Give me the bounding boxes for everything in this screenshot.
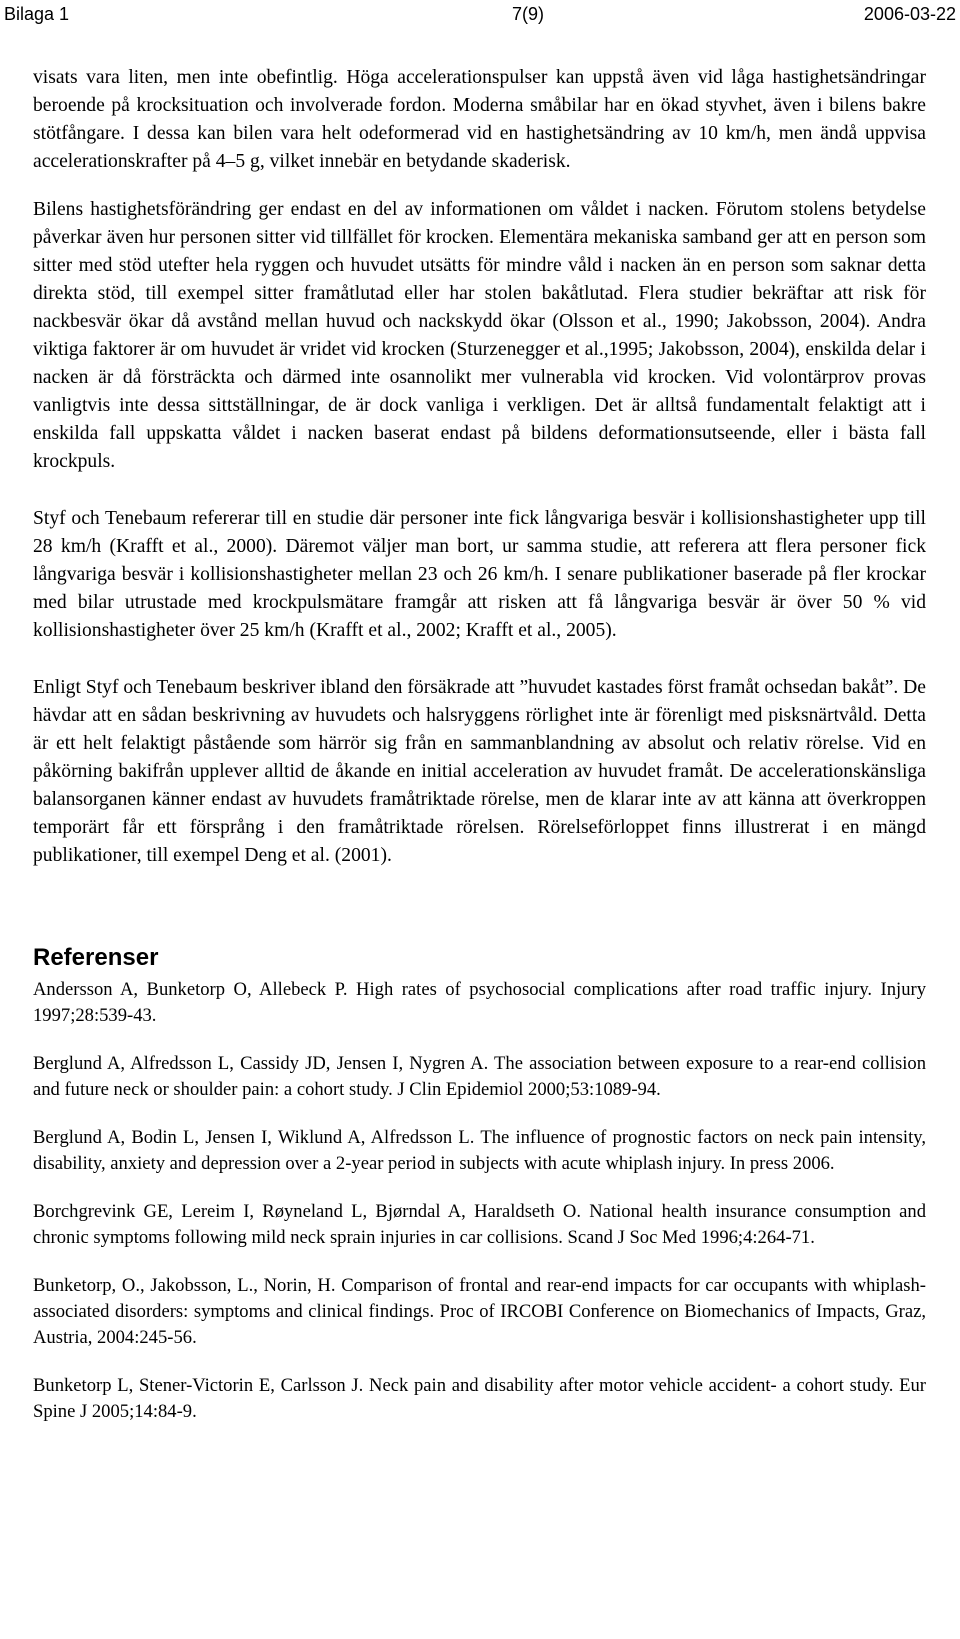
reference-item: Berglund A, Bodin L, Jensen I, Wiklund A, Alfredsson L. The influence of prognostic factors on neck pain intensity, disability, anxiety and depression over a 2-year period in subjects with acute whiplash injury. In press 2006. <box>33 1127 926 1174</box>
reference-item: Bunketorp L, Stener-Victorin E, Carlsson J. Neck pain and disability after motor vehicle accident- a cohort study. Eur Spine J 2005;14:84-9. <box>33 1375 926 1422</box>
paragraph-collision-speeds: Styf och Tenebaum refererar till en studie där personer inte fick långvariga besvär i kollisionshastigheter upp till 28 km/h (Krafft et al., 2000). Däremot väljer man bort, ur samma studie, att referera att flera personer fick långvariga besvär i kollisionshastigheter mellan 23 och 26 km/h. I senare publikationer baserade på fler krockar med bilar utrustade med krockpulsmätare framgår att risken att få långvariga besvär är över 50 % vid kollisionshastigheter över 25 km/h (Krafft et al., 2002; Krafft et al., 2005). <box>33 508 926 641</box>
reference-item: Bunketorp, O., Jakobsson, L., Norin, H. Comparison of frontal and rear-end impacts for car occupants with whiplash-associated disorders: symptoms and clinical findings. Proc of IRCOBI Conference on Biomechanics of Impacts, Graz, Austria, 2004:245-56. <box>33 1275 926 1348</box>
reference-item: Borchgrevink GE, Lereim I, Røyneland L, Bjørndal A, Haraldseth O. National health insurance consumption and chronic symptoms following mild neck sprain injuries in car collisions. Scand J Soc Med 1996;4:264-71. <box>33 1201 926 1248</box>
page-header <box>0 0 960 37</box>
document-body <box>33 64 926 1447</box>
header-appendix-label: Bilaga 1 <box>4 4 70 24</box>
paragraph-seating-position: Bilens hastighetsförändring ger endast en del av informationen om våldet i nacken. Förutom stolens betydelse påverkar även hur personen sitter vid tillfället för krocken. Elementära mekaniska samband ger att en person som sitter med stöd utefter hela ryggen och huvudet utsätts för mindre våld i nacken än en person som saknar detta direkta stöd, till exempel sitter framåtlutad eller har stolen bakåtlutad. Flera studier bekräftar att risk för nackbesvär ökar då avstånd mellan huvud och nackskydd ökar (Olsson et al., 1990; Jakobsson, 2004). Andra viktiga faktorer är om huvudet är vridet vid krocken (Sturzenegger et al.,1995; Jakobsson, 2004), enskilda delar i nacken är då försträckta och därmed inte osannolikt mer vulnerabla vid krocken. Vid volontärprov provas vanligtvis inte dessa sittställningar, de är dock vanliga i verkligen. Det är alltså fundamentalt felaktigt att i enskilda fall uppskatta våldet i nacken baserat endast på bildens deformationsutseende, eller i bästa fall krockpuls. <box>33 199 926 472</box>
references-heading: Referenser <box>33 944 159 971</box>
paragraph-acceleration: visats vara liten, men inte obefintlig. Höga accelerationspulser kan uppstå även vid låga hastighetsändringar beroende på krocksituation och involverade fordon. Moderna småbilar har en ökad styvhet, även i bilens bakre stötfångare. I dessa kan bilen vara helt odeformerad vid en hastighetsändring av 10 km/h, men ändå uppvisa accelerationskrafter på 4–5 g, vilket innebär en betydande skaderisk. <box>33 67 926 172</box>
reference-item: Berglund A, Alfredsson L, Cassidy JD, Jensen I, Nygren A. The association between exposure to a rear-end collision and future neck or shoulder pain: a cohort study. J Clin Epidemiol 2000;53:1089-94. <box>33 1053 926 1100</box>
header-page-number: 7(9) <box>512 4 545 24</box>
header-date: 2006-03-22 <box>863 4 956 24</box>
reference-item: Andersson A, Bunketorp O, Allebeck P. High rates of psychosocial complications after road traffic injury. Injury 1997;28:539-43. <box>33 979 926 1026</box>
paragraph-head-movement: Enligt Styf och Tenebaum beskriver ibland den försäkrade att ”huvudet kastades först framåt ochsedan bakåt”. De hävdar att en sådan beskrivning av huvudets och halsryggens rörlighet inte är förenligt med pisksnärtvåld. Detta är ett helt felaktigt påstående som härrör sig från en sammanblandning av absolut och relativ rörelse. Vid en påkörning bakifrån upplever alltid de åkande en initial acceleration av huvudet framåt. De accelerationskänsliga balansorganen känner endast av huvudets framåtriktade rörelse, men de klarar inte av att känna att överkroppen temporärt får ett försprång i den framåtriktade rörelsen. Rörelseförloppet finns illustrerat i en mängd publikationer, till exempel Deng et al. (2001). <box>33 677 926 866</box>
